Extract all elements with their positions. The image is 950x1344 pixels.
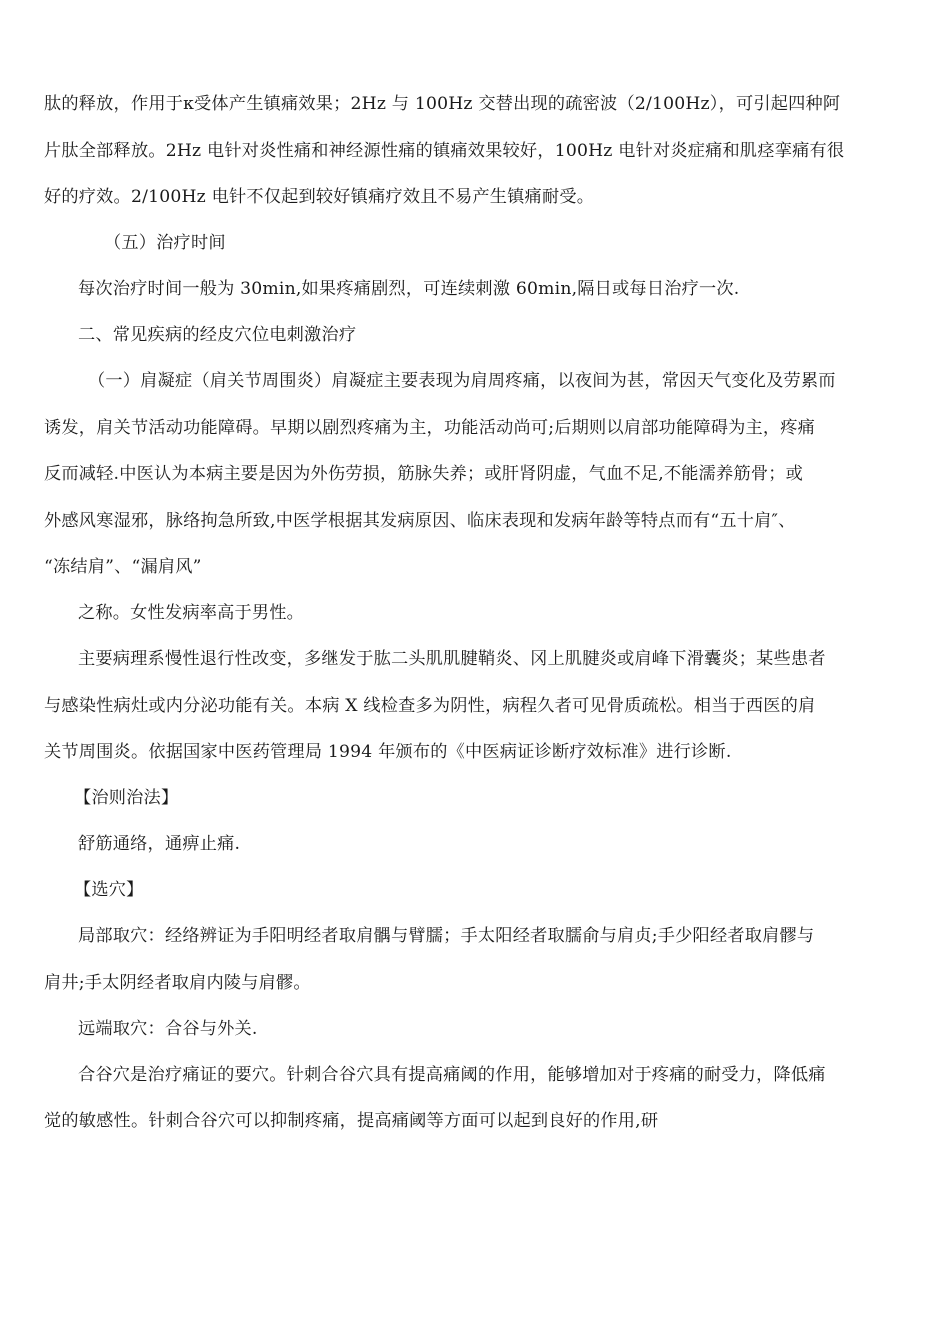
heading-text: 【选穴】 <box>74 880 144 900</box>
text-line: 与感染性病灶或内分泌功能有关。本病 X 线检查多为阴性，病程久者可见骨质疏松。相当于西医的肩 <box>44 695 816 716</box>
section-heading-treatment-time <box>44 231 906 255</box>
text-line: 好的疗效。2/100Hz 电针不仅起到较好镇痛疗效且不易产生镇痛耐受。 <box>44 187 595 207</box>
text-line: 主要病理系慢性退行性改变，多继发于肱二头肌肌腱鞘炎、冈上肌腱炎或肩峰下滑囊炎；某些患者 <box>78 649 826 669</box>
text-line: 片肽全部释放。2Hz 电针对炎性痛和神经源性痛的镇痛效果较好，100Hz 电针对炎症痛和肌痉挛痛有很 <box>44 140 845 161</box>
heading-text: （五）治疗时间 <box>104 233 226 253</box>
text-line: 肩井;手太阴经者取肩内陵与肩髎。 <box>44 972 311 993</box>
text-line: 合谷穴是治疗痛证的要穴。针刺合谷穴具有提高痛阈的作用，能够增加对于疼痛的耐受力，降低痛 <box>78 1064 826 1085</box>
text-line: 诱发，肩关节活动功能障碍。早期以剧烈疼痛为主，功能活动尚可;后期则以肩部功能障碍为主，疼痛 <box>44 417 816 438</box>
text-line: （一）肩凝症（肩关节周围炎）肩凝症主要表现为肩周疼痛，以夜间为甚，常因天气变化及劳累而 <box>88 371 836 391</box>
text-line: 每次治疗时间一般为 30min,如果疼痛剧烈，可连续刺激 60min,隔日或每日治疗一次. <box>78 279 740 299</box>
text-line: 关节周围炎。依据国家中医药管理局 1994 年颁布的《中医病证诊断疗效标准》进行诊断. <box>44 742 732 762</box>
paragraph-frozen-shoulder <box>44 369 906 579</box>
text-line: 舒筋通络，通痹止痛. <box>78 834 241 854</box>
document-page <box>44 92 906 1155</box>
text-line: “冻结肩”、“漏肩风” <box>44 557 202 577</box>
paragraph-pathology <box>44 647 906 764</box>
text-line: 觉的敏感性。针刺合谷穴可以抑制疼痛，提高痛阈等方面可以起到良好的作用,研 <box>44 1111 659 1131</box>
paragraph-local-points <box>44 924 906 995</box>
paragraph-distal-points <box>44 1017 906 1041</box>
text-line: 远端取穴：合谷与外关. <box>78 1018 258 1039</box>
text-line: 之称。女性发病率高于男性。 <box>78 603 305 623</box>
heading-text: 【治则治法】 <box>74 788 179 808</box>
paragraph-alias <box>44 601 906 625</box>
paragraph-intro <box>44 92 906 209</box>
text-line: 局部取穴：经络辨证为手阳明经者取肩髃与臂臑；手太阳经者取臑俞与肩贞;手少阳经者取肩髎与 <box>78 926 815 946</box>
text-line: 反而减轻.中医认为本病主要是因为外伤劳损，筋脉失养；或肝肾阴虚，气血不足,不能濡养筋骨；或 <box>44 464 803 484</box>
text-line: 肽的释放，作用于κ受体产生镇痛效果；2Hz 与 100Hz 交替出现的疏密波（2/100Hz），可引起四种阿 <box>44 94 841 114</box>
paragraph-principle <box>44 832 906 856</box>
section-heading-common-diseases <box>44 323 906 347</box>
text-line: 外感风寒湿邪，脉络拘急所致,中医学根据其发病原因、临床表现和发病年龄等特点而有“五十肩″、 <box>44 510 796 531</box>
section-heading-principle <box>44 786 906 810</box>
section-heading-points <box>44 878 906 902</box>
heading-text: 二、常见疾病的经皮穴位电刺激治疗 <box>78 325 357 345</box>
paragraph-duration <box>44 277 906 301</box>
paragraph-hegu <box>44 1063 906 1134</box>
